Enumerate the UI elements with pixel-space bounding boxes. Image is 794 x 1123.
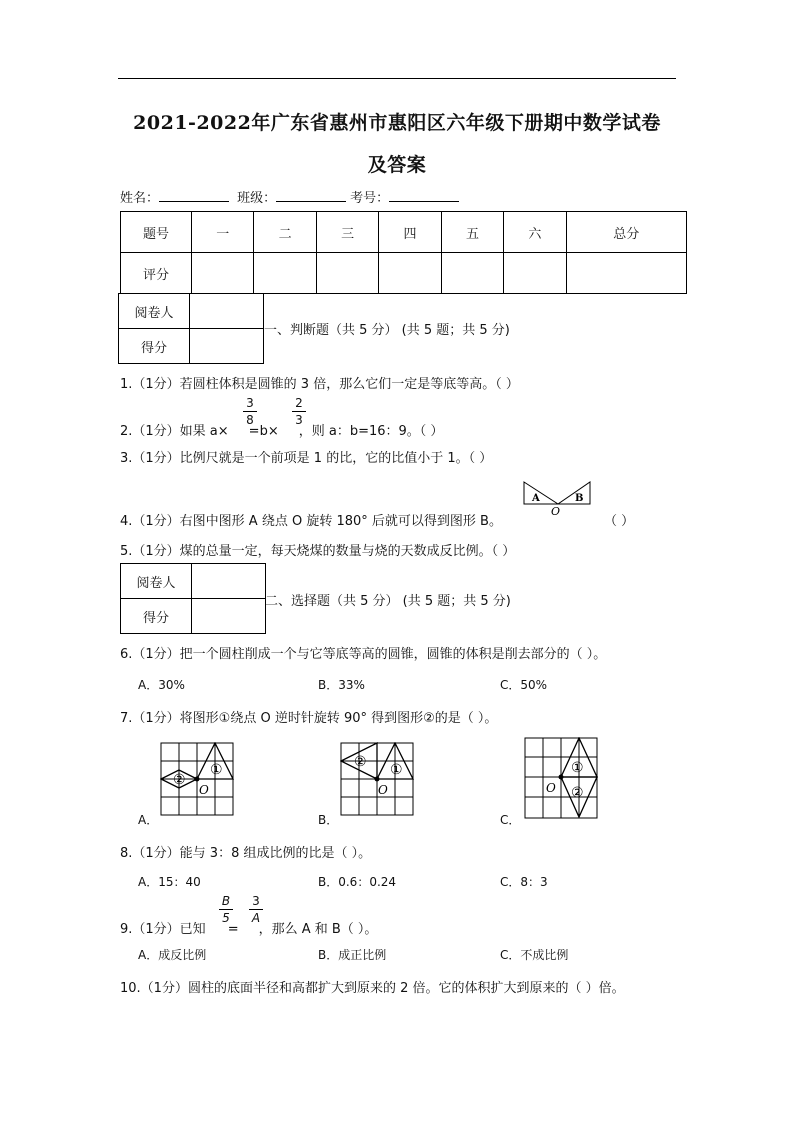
fraction-numerator: 3 bbox=[252, 894, 260, 908]
q9-option-b[interactable]: B．成正比例 bbox=[318, 948, 387, 962]
row-label: 评分 bbox=[121, 253, 192, 294]
q2-suffix: ，则 a：b=16：9。（ ） bbox=[298, 424, 444, 439]
student-info bbox=[120, 187, 463, 206]
q9-option-c[interactable]: C．不成比例 bbox=[500, 948, 569, 962]
q8-option-c[interactable]: C．8：3 bbox=[500, 875, 548, 889]
question-1: 1.（1分）若圆柱体积是圆锥的 3 倍，那么它们一定是等底等高。（ ） bbox=[120, 377, 519, 392]
fraction-numerator: 3 bbox=[246, 396, 254, 410]
circle-1-label: ① bbox=[571, 760, 584, 776]
q7-option-c[interactable]: C． bbox=[500, 813, 521, 827]
score-cell[interactable] bbox=[504, 253, 566, 294]
question-6: 6.（1分）把一个圆柱削成一个与它等底等高的圆锥，圆锥的体积是削去部分的（ ）。 bbox=[120, 647, 607, 662]
score-cell[interactable] bbox=[441, 253, 503, 294]
class-label: 班级： bbox=[237, 191, 277, 206]
question-7: 7.（1分）将图形①绕点 O 逆时针旋转 90° 得到图形②的是（ ）。 bbox=[120, 711, 498, 726]
fraction-2-3 bbox=[292, 396, 306, 427]
circle-2-label: ② bbox=[173, 772, 186, 788]
label-b: B bbox=[575, 493, 584, 504]
reviewer-cell[interactable] bbox=[190, 294, 264, 329]
q2-prefix: 2.（1分）如果 a× bbox=[120, 424, 229, 439]
score-cell[interactable] bbox=[379, 253, 441, 294]
shape-b-outline bbox=[558, 482, 590, 504]
fraction-3-8 bbox=[243, 396, 257, 427]
question-4: 4.（1分）右图中图形 A 绕点 O 旋转 180° 后就可以得到图形 B。 bbox=[120, 514, 502, 529]
q6-option-a[interactable]: A．30% bbox=[138, 678, 185, 692]
q9-suffix: ，那么 A 和 B（ ）。 bbox=[258, 922, 378, 937]
q2-mid: =b× bbox=[248, 424, 279, 439]
question-2 bbox=[120, 420, 443, 439]
reviewer-label: 阅卷人 bbox=[119, 294, 190, 329]
q7-option-a[interactable]: A． bbox=[138, 813, 159, 827]
header-cell: 六 bbox=[504, 212, 566, 253]
page-title-line2: 及答案 bbox=[367, 154, 427, 176]
q7-figure-b bbox=[340, 742, 418, 820]
score-entry-cell[interactable] bbox=[190, 329, 264, 364]
q7-figure-c bbox=[524, 737, 602, 821]
question-4-answer: （ ） bbox=[604, 514, 635, 529]
fraction-3-a bbox=[249, 894, 263, 925]
reviewer-cell[interactable] bbox=[192, 564, 266, 599]
q6-option-b[interactable]: B．33% bbox=[318, 678, 365, 692]
fraction-numerator: 2 bbox=[295, 396, 303, 410]
fraction-denominator: 5 bbox=[222, 911, 230, 925]
fraction-denominator: 3 bbox=[295, 413, 303, 427]
score-table bbox=[120, 211, 687, 294]
question-3: 3.（1分）比例尺就是一个前项是 1 的比，它的比值小于 1。（ ） bbox=[120, 451, 493, 466]
label-o: O bbox=[551, 505, 561, 518]
point-o: O bbox=[199, 783, 209, 797]
score-label: 得分 bbox=[119, 329, 190, 364]
class-blank[interactable] bbox=[276, 189, 346, 202]
score-table-header-row bbox=[121, 212, 687, 253]
q9-equals: = bbox=[227, 922, 239, 937]
q9-option-a[interactable]: A．成反比例 bbox=[138, 948, 207, 962]
score-cell[interactable] bbox=[254, 253, 316, 294]
point-o: O bbox=[378, 783, 388, 797]
name-label: 姓名： bbox=[120, 191, 160, 206]
header-cell: 四 bbox=[379, 212, 441, 253]
fraction-b-5 bbox=[219, 894, 233, 925]
label-a: A bbox=[532, 493, 540, 504]
score-entry-cell[interactable] bbox=[192, 599, 266, 634]
question-10: 10.（1分）圆柱的底面半径和高都扩大到原来的 2 倍。它的体积扩大到原来的（ ）倍。 bbox=[120, 981, 625, 996]
page-title: 2021-2022年广东省惠州市惠阳区六年级下册期中数学试卷 bbox=[133, 112, 661, 134]
reviewer-label: 阅卷人 bbox=[121, 564, 192, 599]
q6-option-c[interactable]: C．50% bbox=[500, 678, 548, 692]
score-label: 得分 bbox=[121, 599, 192, 634]
exam-no-blank[interactable] bbox=[389, 189, 459, 202]
rotation-figure-ab bbox=[520, 478, 592, 518]
shape-a-outline bbox=[524, 482, 558, 504]
score-cell[interactable] bbox=[316, 253, 378, 294]
grader-box-section1 bbox=[118, 293, 264, 364]
circle-2-label: ② bbox=[571, 785, 584, 801]
header-cell: 题号 bbox=[121, 212, 192, 253]
grader-box-section2 bbox=[120, 563, 266, 634]
fraction-denominator: 8 bbox=[246, 413, 254, 427]
point-o: O bbox=[546, 781, 556, 795]
section2-heading: 二、选择题（共 5 分） (共 5 题；共 5 分) bbox=[265, 594, 511, 609]
header-cell: 二 bbox=[254, 212, 316, 253]
q7-figure-a bbox=[160, 742, 238, 820]
header-rule bbox=[118, 78, 676, 79]
circle-1-label: ① bbox=[390, 762, 403, 778]
score-cell[interactable] bbox=[192, 253, 254, 294]
circle-2-label: ② bbox=[354, 754, 367, 770]
fraction-numerator: B bbox=[221, 894, 231, 908]
header-cell: 五 bbox=[441, 212, 503, 253]
q7-option-b[interactable]: B． bbox=[318, 813, 339, 827]
q8-option-b[interactable]: B．0.6：0.24 bbox=[318, 875, 397, 889]
question-5: 5.（1分）煤的总量一定，每天烧煤的数量与烧的天数成反比例。（ ） bbox=[120, 544, 516, 559]
header-cell: 一 bbox=[192, 212, 254, 253]
q8-option-a[interactable]: A．15：40 bbox=[138, 875, 201, 889]
exam-no-label: 考号： bbox=[350, 191, 390, 206]
q9-prefix: 9.（1分）已知 bbox=[120, 922, 206, 937]
score-cell[interactable] bbox=[566, 253, 686, 294]
score-table-score-row bbox=[121, 253, 687, 294]
header-cell: 总分 bbox=[566, 212, 686, 253]
fraction-denominator: A bbox=[251, 911, 261, 925]
question-8: 8.（1分）能与 3：8 组成比例的比是（ ）。 bbox=[120, 846, 372, 861]
name-blank[interactable] bbox=[159, 189, 229, 202]
header-cell: 三 bbox=[316, 212, 378, 253]
circle-1-label: ① bbox=[210, 762, 223, 778]
section1-heading: 一、判断题（共 5 分） (共 5 题；共 5 分) bbox=[264, 323, 510, 338]
